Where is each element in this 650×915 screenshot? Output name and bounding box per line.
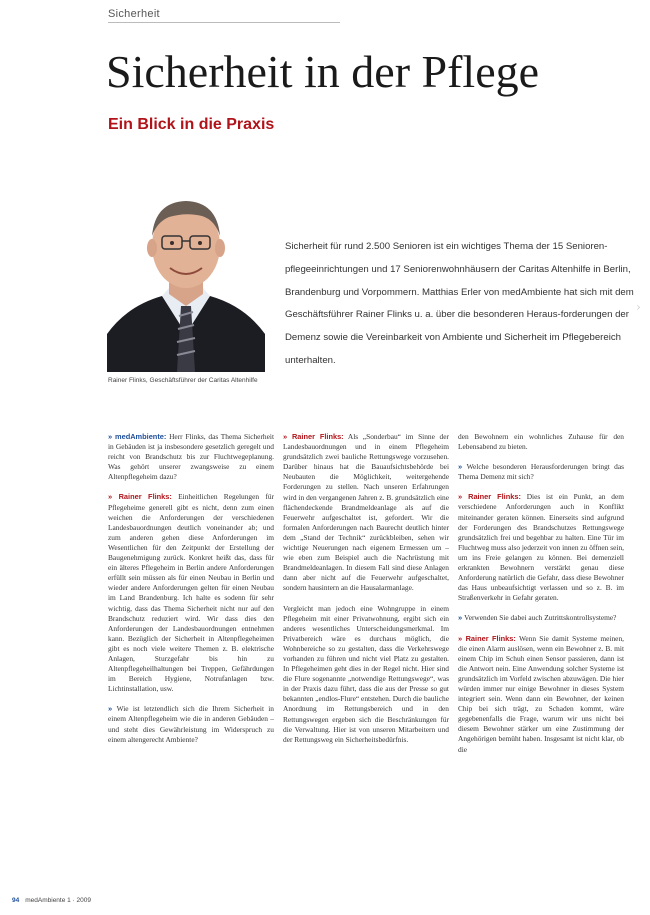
page-footer: [12, 897, 91, 904]
paragraph: [108, 704, 274, 744]
page-title: Sicherheit in der Pflege: [106, 46, 540, 97]
text-column-3: [458, 432, 624, 765]
text-column-2: [283, 432, 449, 755]
paragraph-text: Herr Flinks, das Thema Sicherheit in Gebäuden ist ja insbesondere gesetzlich geregelt und reicht von Brandschutz bis zur Fluchtwegeplanung. Was gehört unserer zwangsweise zu einem Altenpflegeheim dazu?: [108, 432, 274, 482]
paragraph: [458, 634, 624, 755]
paragraph: [108, 492, 274, 694]
speaker-label: »: [458, 462, 467, 472]
page-edge-mark-icon: ›: [636, 300, 641, 314]
paragraph: [458, 462, 624, 482]
paragraph: [458, 432, 624, 452]
paragraph: [283, 604, 449, 745]
header-rule: [108, 22, 340, 23]
paragraph-text: den Bewohnern ein wohnliches Zuhause für den Lebensabend zu bieten.: [458, 432, 624, 452]
speaker-label: »: [458, 613, 465, 623]
portrait-photo: [107, 184, 265, 372]
paragraph-text: Wie ist letztendlich sich die Ihrem Sicherheit in einem Altenpflegeheim wie die in anderen Gebäuden – und steht dies Gewährleistung im Widerspruch zu einem altengerecht Ambiente?: [108, 704, 274, 744]
paragraph-text: Welche besonderen Herausforderungen bringt das Thema Demenz mit sich?: [458, 462, 624, 482]
paragraph: [108, 432, 274, 482]
paragraph-text: Wenn Sie damit Systeme meinen, die einen Alarm auslösen, wenn ein Bewohner z. B. mit einem Chip im Schuh einen Sensor passieren, dann ist die Antwort nein. Eine Anwendung solcher Systeme ist grundsätzlich im Vorfeld zwischen abzuwägen. Die hier würden immer nur einige Bewohner in dieses System integriert sein. Wenn dann ein Bewohner, der keinen Chip bei sich trägt, zu Schaden kommt, wäre gegebenenfalls die Frage, warum wir uns nicht bei diesem Bewohner stärker um eine Zustimmung der Angehörigen bemüht haben. Insgesamt ist nicht klar, ob die: [458, 633, 624, 754]
speaker-label: » Rainer Flinks:: [108, 492, 172, 502]
speaker-label: » Rainer Flinks:: [458, 633, 516, 643]
portrait-illustration: [107, 184, 265, 372]
speaker-label: »: [108, 704, 117, 714]
intro-paragraph: Sicherheit für rund 2.500 Senioren ist ein wichtiges Thema der 15 Senioren-pflegeeinrichtungen und 17 Seniorenwohnhäusern der Caritas Altenhilfe in Berlin, Brandenburg und Vorpommern. Matthias Erler von medAmbiente hat sich mit dem Geschäftsführer Rainer Flinks u. a. über die besonderen Heraus-forderungen der Demenz sowie die Vereinbarkeit von Ambiente und Sicherheit im Pflegebereich unterhalten.: [285, 241, 634, 366]
photo-caption: Rainer Flinks, Geschäftsführer der Caritas Altenhilfe: [108, 377, 258, 384]
paragraph: [283, 432, 449, 594]
paragraph: [458, 613, 624, 623]
paragraph: [458, 492, 624, 603]
paragraph-text: Verwenden Sie dabei auch Zutrittskontrollsysteme?: [464, 613, 617, 623]
text-column-1: [108, 432, 274, 755]
section-label: Sicherheit: [108, 8, 160, 20]
speaker-label: » Rainer Flinks:: [283, 432, 344, 441]
page-subtitle: Ein Blick in die Praxis: [108, 116, 275, 133]
publication-name: medAmbiente 1 · 2009: [25, 897, 91, 904]
paragraph-text: Als „Sonderbau“ im Sinne der Landesbauordnungen und in einem Pflegeheim grundsätzlich zwei bauliche Rettungswege vorzusehen. Darüber hinaus hat die Bauaufsichtsbehörde bei Neubauten die Möglichkeit, weitergehende Forderungen zu stellen. Nach unseren Erfahrungen wird in den vergangenen Jahren z. B. grundsätzlich eine flächendeckende Brandmeldeanlage als auf die Feuerwehr aufgeschaltet ist, gefordert. Wir die formalen Anforderungen nach Baurecht deutlich hinter dem „Stand der Technik“ zurückbleiben, sehen wir wichtige Neuerungen nach eigenem Ermessen um – wie eben zum Beispiel auch die Nachrüstung mit Brandmeldeanlagen. In diesem Fall sind diese Anlagen dann aber nicht auf die Feuerwehr aufgeschaltet, sondern hausintern an die Hausalarmanlage.: [283, 432, 449, 593]
speaker-label: » medAmbiente:: [108, 432, 167, 441]
page-number: 94: [12, 897, 20, 904]
paragraph-text: Einheitlichen Regelungen für Pflegeheime generell gibt es nicht, denn zum einen weichen die Anforderungen der verschiedenen Landesbauordnungen deutlich voneinander ab; und zum anderen gehen diese Anforderungen im Wesentlichen für den Zeitpunkt der Erstellung der Baugenehmigung zurück. Konkret heißt das, dass für ein älteres Pflegeheim in Berlin andere Anforderungen erfüllt sein müssen als für einen Neubau in Berlin und wieder andere Anforderungen gelten für einen Neubau im Land Brandenburg. Ich halte es sodenn für sehr wichtig, dass das Thema Sicherheit nicht nur auf den Brandschutz reduziert wird. Wir dass dies den Anforderungen der Landesbauordnungen entnehmen kann. Bezüglich der Sicherheit in Altenpflegeheimen gibt es noch viele weitere Themen z. B. elektrische Anlagen, Sturzgefahr bis hin zu Altenpflegeheilhaltungen bei Treppen, Gefährdungen im Bereich Hygiene, Notrufanlagen bzw. Lichtinstallation, usw.: [108, 492, 274, 694]
speaker-label: » Rainer Flinks:: [458, 492, 521, 502]
paragraph-text: Vergleicht man jedoch eine Wohngruppe in einem Pflegeheim mit einer Privatwohnung, ergibt sich ein anderes wesentliches Unterscheidungsmerkmal. Im Privatbereich wäre es durchaus möglich, die Wohnbereiche so zu gestalten, dass die Verkehrswege vorhanden zu führen und nicht viel Platz zu gestalten. In Pflegeheimen geht dies in der Regel nicht. Hier sind die Flure sogenannte „notwendige Rettungswege“, was in der Praxis dazu führt, dass die aus der Presse so gut bekannten „endlos-Flure“ entstehen. Durch die bauliche Anordnung im Rettungsbereich und in den Rettungswegen ergeben sich die Beschränkungen für die Verwaltung. Hier ist von unseren Mitarbeitern und der Rettungsweg ein Sicherheitsbedürfnis.: [283, 603, 449, 744]
paragraph-text: Dies ist ein Punkt, an dem verschiedene Anforderungen auch in Konflikt miteinander geraten können. Einerseits sind aufgrund der Forderungen des Brandschutzes Rettungswege grundsätzlich frei und begehbar zu halten. Eine Tür im Fluchtweg muss also jederzeit von innen zu öffnen sein, um ins Freie gelangen zu können. Bei demenziell erkrankten Bewohnern verstärkt genau diese Anforderung natürlich die Gefahr, dass diese Bewohner das Haus unbeaufsichtigt verlassen und so z. B. im Straßenverkehr in Gefahr geraten.: [458, 492, 624, 603]
